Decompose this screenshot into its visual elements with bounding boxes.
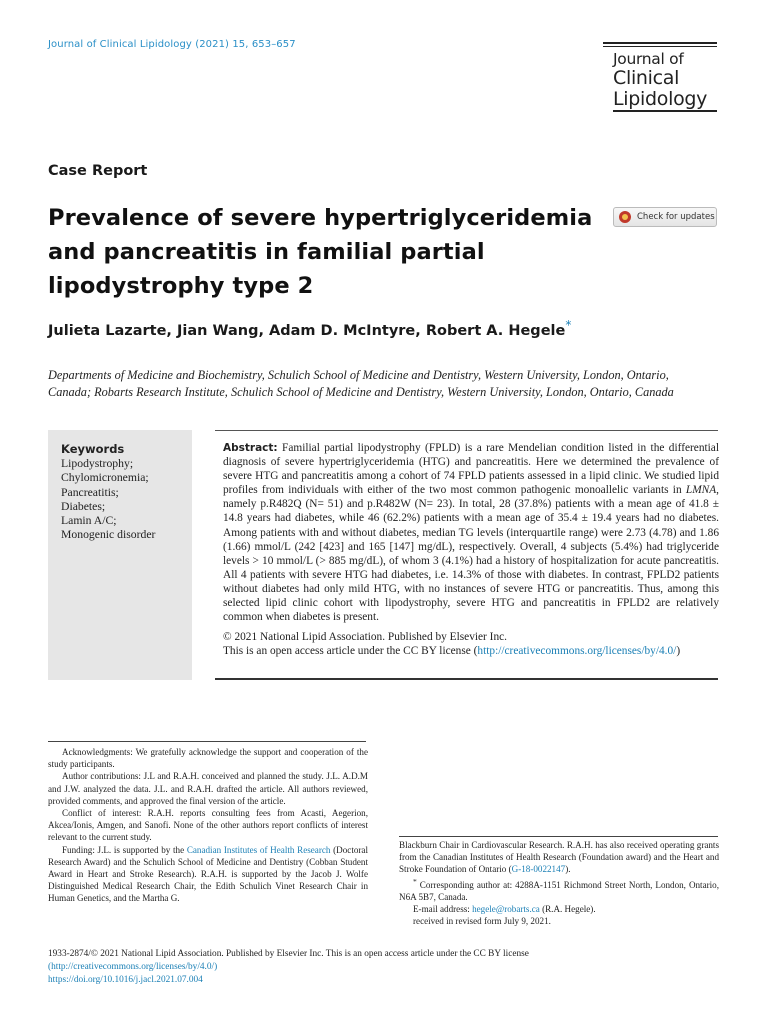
- license-suffix: ): [676, 645, 681, 658]
- license-prefix: This is an open access article under the CC BY license (: [223, 645, 478, 658]
- funding-rest: (Doctoral Research Award) and the Schulich School of Medicine and Dentistry (Cobban Student Award in Heart and Stroke Research). R.A.H. is supported by the Jacob J. Wolfe Distinguished Medical Research Chair, the Edith Schulich Vinet Research Chair in Human Genetics, and the Martha G.: [48, 844, 368, 904]
- logo-bottom-rule: [613, 110, 717, 112]
- abstract-copyright: © 2021 National Lipid Association. Published by Elsevier Inc.: [223, 631, 507, 644]
- grant-link[interactable]: G-18-0022147: [511, 864, 566, 875]
- email-suffix: (R.A. Hegele).: [539, 904, 596, 915]
- article-title: Prevalence of severe hypertriglyceridemia and pancreatitis in familial partial lipodystrophy type 2: [48, 205, 593, 299]
- abstract-gene-name: LMNA: [685, 484, 717, 497]
- abstract: [223, 441, 719, 658]
- continuation-prefix: Blackburn Chair in Cardiovascular Research. R.A.H. has also received operating grants from the Canadian Institutes of Health Research (Foundation award) and the Heart and Stroke Foundation of Ontario (: [399, 840, 719, 875]
- footnote-rule-left: [48, 741, 366, 742]
- footnotes-left-column: [48, 746, 368, 905]
- footnote-received: [399, 915, 719, 927]
- check-for-updates-label: Check for updates: [637, 212, 715, 222]
- license-link[interactable]: http://creativecommons.org/licenses/by/4.0/: [477, 645, 677, 658]
- funding-prefix: Funding: J.L. is supported by the: [62, 844, 187, 855]
- abstract-label: Abstract:: [223, 442, 278, 454]
- email-prefix: E-mail address:: [413, 904, 473, 915]
- affiliations: Departments of Medicine and Biochemistry, Schulich School of Medicine and Dentistry, Western University, London, Ontario, Canada; Robarts Research Institute, Schulich School of Medicine and Dentistry, Western University, London, Ontario, Canada: [48, 368, 674, 399]
- keyword-item: Diabetes;: [61, 499, 106, 513]
- abstract-top-rule: [215, 430, 718, 431]
- logo-line-2: Clinical: [613, 67, 680, 89]
- contributions-text: Author contributions: J.L and R.A.H. conceived and planned the study. J.L. A.D.M and J.W. analyzed the data. J.L. and R.A.H. drafted the article. All authors reviewed, provided comments, and approved the final version of the article.: [48, 771, 368, 806]
- abstract-body: [223, 441, 719, 624]
- keyword-item: Lamin A/C;: [61, 514, 117, 528]
- footnote-funding: [48, 844, 368, 905]
- abstract-license: [223, 644, 719, 658]
- conflict-text: Conflict of interest: R.A.H. reports consulting fees from Acasti, Aegerion, Akcea/Ionis, Amgen, and Sanofi. None of the other authors report conflicts of interest relevant to the current study.: [48, 808, 368, 843]
- logo-top-rule: [603, 42, 717, 44]
- received-text: received in revised form July 9, 2021.: [413, 916, 551, 927]
- corresponding-text: Corresponding author at: 4288A-1151 Richmond Street North, London, Ontario, N6A 5B7, Canada.: [399, 879, 719, 902]
- logo-top-thin-rule: [603, 46, 717, 47]
- article-type: Case Report: [48, 163, 148, 179]
- footnotes-right-column: [399, 839, 719, 927]
- doi-link[interactable]: https://doi.org/10.1016/j.jacl.2021.07.004: [48, 975, 203, 985]
- footnote-corresponding: [399, 876, 719, 903]
- abstract-text-part1: Familial partial lipodystrophy (FPLD) is a rare Mendelian condition listed in the differential diagnosis of severe hypertriglyceridemia (HTG) and pancreatitis. Here we determined the prevalence of severe HTG and pancreatitis among a cohort of 74 FPLD patients assessed in a lipid clinic. We studied lipid profiles from individuals with either of the two most common pathogenic monoallelic variants in: [223, 442, 719, 497]
- author-list: [48, 318, 571, 339]
- keyword-item: Pancreatitis;: [61, 485, 119, 499]
- continuation-suffix: ).: [565, 864, 571, 875]
- logo-line-1: Journal of: [613, 50, 684, 68]
- footnote-rule-right: [399, 836, 718, 837]
- keywords-box: [48, 430, 192, 680]
- corresponding-mark: *: [413, 876, 417, 886]
- footnote-continuation: [399, 839, 719, 876]
- bottom-publication-info: [48, 948, 728, 987]
- footnote-conflict: [48, 807, 368, 844]
- check-for-updates-button[interactable]: [613, 207, 717, 227]
- corresponding-author-link[interactable]: *: [565, 318, 572, 332]
- abstract-bottom-rule: [215, 678, 718, 680]
- keywords-heading: Keywords: [61, 442, 125, 456]
- funding-link[interactable]: Canadian Institutes of Health Research: [186, 844, 331, 855]
- crossmark-icon: [619, 211, 631, 223]
- acknowledgments-text: Acknowledgments: We gratefully acknowledge the support and cooperation of the study participants.: [48, 747, 368, 770]
- footnote-acknowledgments: [48, 746, 368, 770]
- footnote-contributions: [48, 770, 368, 807]
- email-link[interactable]: hegele@robarts.ca: [472, 904, 540, 915]
- keyword-item: Monogenic disorder: [61, 528, 156, 542]
- issn-line: 1933-2874/© 2021 National Lipid Association. Published by Elsevier Inc. This is an open access article under the CC BY license: [48, 949, 529, 959]
- keyword-item: Lipodystrophy;: [61, 457, 134, 470]
- journal-logo: [603, 42, 717, 112]
- keyword-item: Chylomicronemia;: [61, 471, 149, 485]
- footnote-email: [399, 903, 719, 915]
- authors-names: Julieta Lazarte, Jian Wang, Adam D. McIntyre, Robert A. Hegele: [48, 322, 566, 339]
- journal-citation: Journal of Clinical Lipidology (2021) 15, 653–657: [48, 39, 296, 50]
- bottom-license-link[interactable]: (http://creativecommons.org/licenses/by/4.0/): [48, 962, 218, 972]
- abstract-text-part2: , namely p.R482Q (N= 51) and p.R482W (N= 23). In total, 28 (37.8%) patients with a mean age of 41.8 ± 14.8 years had diabetes, while 46 (62.2%) patients with a mean age of 35.4 ± 19.4 years had no diabetes. Among patients with and without diabetes, median TG levels (interquartile range) were 2.73 (4.78) and 1.86 (1.66) mmol/L (242 [423] and 165 [147] mg/dL), respectively. Overall, 4 subjects (5.4%) had triglyceride levels > 10 mmol/L (> 885 mg/dL), of whom 3 (4.1%) had a history of hospitalization for acute pancreatitis. All 4 patients with severe HTG had diabetes, i.e. 14.3% of those with diabetes. In contrast, FPLD2 patients without diabetes had only mild HTG, with no instances of severe HTG or pancreatitis. Thus, among this selected lipid clinic cohort with lipodystrophy, severe HTG and pancreatitis in FPLD2 are relatively common when diabetes is present.: [223, 484, 719, 624]
- logo-line-3: Lipidology: [613, 88, 708, 110]
